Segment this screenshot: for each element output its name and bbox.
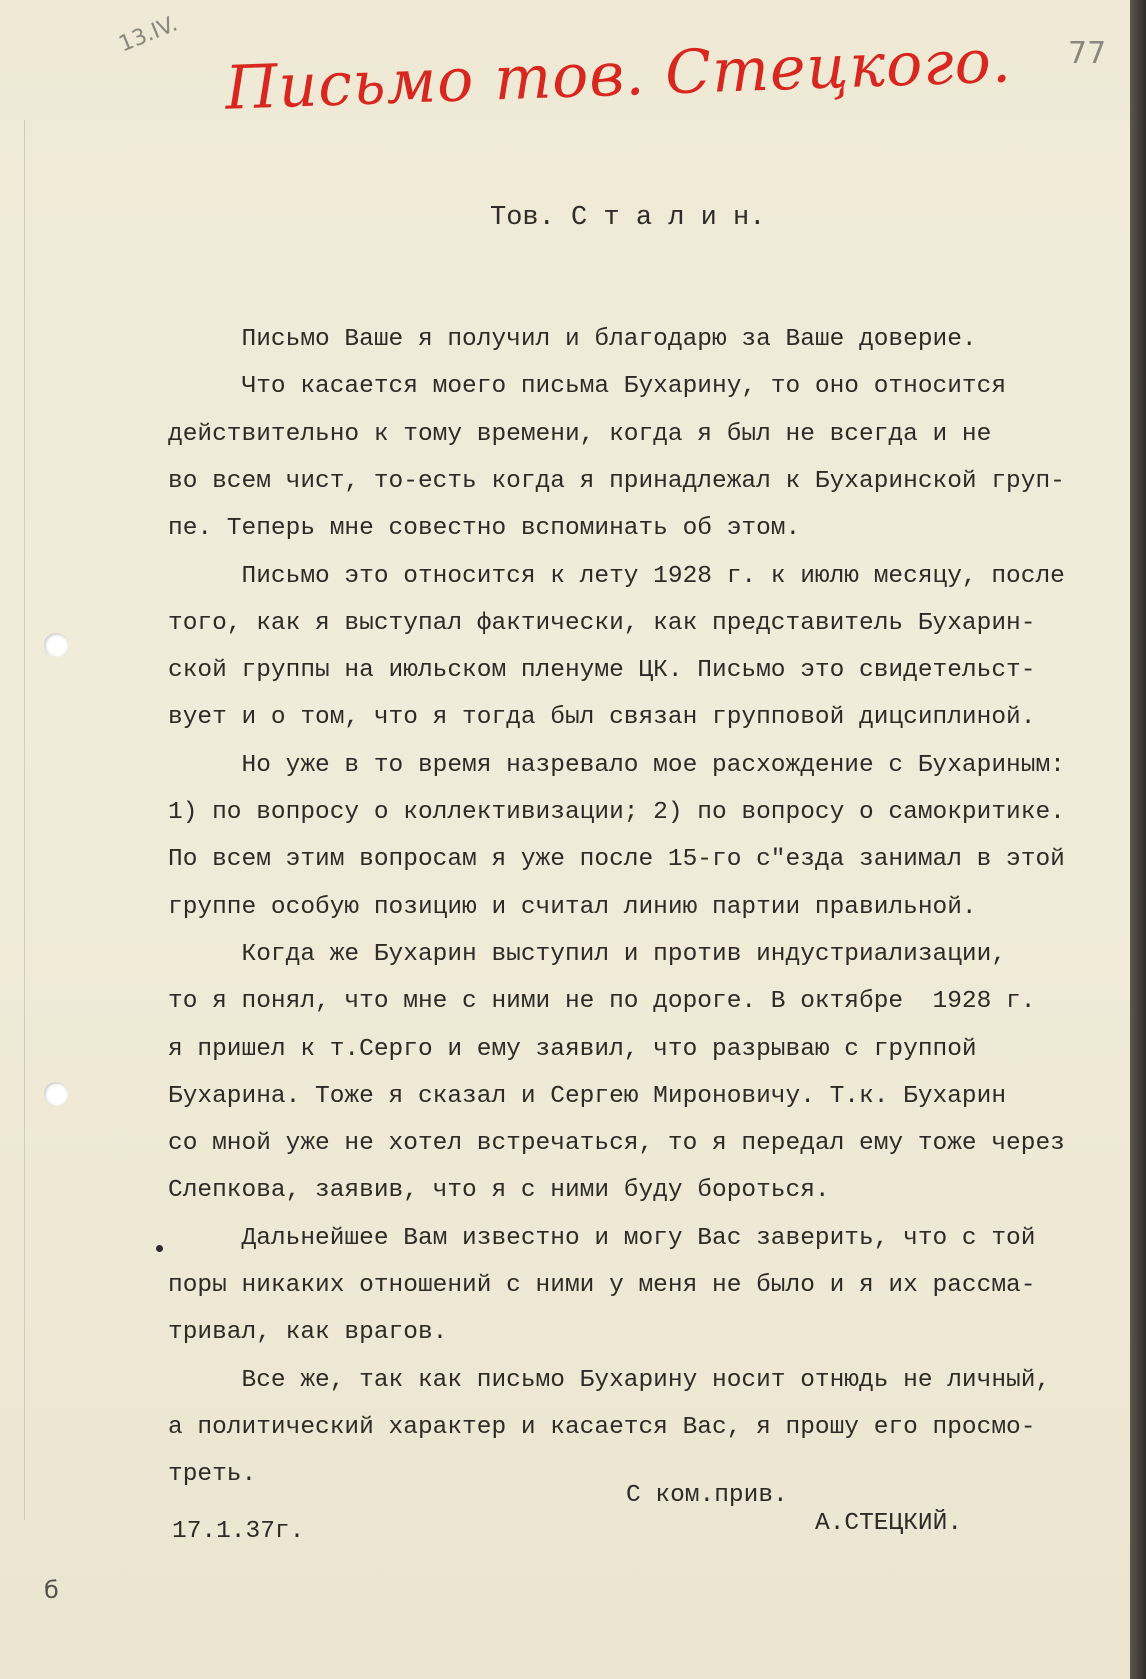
letter-line: ской группы на июльском пленуме ЦК. Письмо это свидетельст- xyxy=(168,657,1036,685)
ink-dot xyxy=(156,1245,163,1252)
letter-line: Письмо Ваше я получил и благодарю за Ваше доверие. xyxy=(168,326,977,353)
letter-line: Все же, так как письмо Бухарину носит отнюдь не личный, xyxy=(168,1366,1051,1394)
letter-line: Слепкова, заявив, что я с ними буду бороться. xyxy=(168,1177,830,1205)
letter-date: 17.1.37г. xyxy=(172,1518,305,1545)
letter-line: то я понял, что мне с ними не по дороге. В октябре 1928 г. xyxy=(168,988,1036,1016)
letter-line: Что касается моего письма Бухарину, то оно относится xyxy=(168,373,1007,401)
letter-line: группе особую позицию и считал линию партии правильной. xyxy=(168,893,977,921)
handwritten-title: Письмо тов. Стецкого. xyxy=(224,26,1013,124)
letter-line: действительно к тому времени, когда я был не всегда и не xyxy=(168,420,992,448)
letter-line: со мной уже не хотел встречаться, то я передал ему тоже через xyxy=(168,1130,1065,1158)
letter-line: тривал, как врагов. xyxy=(168,1319,448,1347)
signature: А.СТЕЦКИЙ. xyxy=(815,1510,963,1537)
letter-line: Но уже в то время назревало мое расхождение с Бухариным: xyxy=(168,751,1065,779)
letter-line: Когда же Бухарин выступил и против индустриализации, xyxy=(168,940,1007,968)
letter-line: 1) по вопросу о коллективизации; 2) по вопросу о самокритике. xyxy=(168,799,1065,826)
letter-line: пе. Теперь мне совестно вспоминать об этом. xyxy=(168,515,801,543)
punch-hole xyxy=(44,633,68,657)
letter-line: я пришел к т.Серго и ему заявил, что разрываю с группой xyxy=(168,1035,977,1063)
corner-pencil-mark: б xyxy=(44,1576,59,1604)
letter-line: треть. xyxy=(168,1461,257,1489)
letter-line: Дальнейшее Вам известно и могу Вас заверить, что с той xyxy=(168,1224,1036,1252)
letter-line: во всем чист, то-есть когда я принадлежал к Бухаринской груп- xyxy=(168,467,1065,495)
letter-line: Письмо это относится к лету 1928 г. к июлю месяцу, после xyxy=(168,562,1065,590)
letter-line: По всем этим вопросам я уже после 15-го с"езда занимал в этой xyxy=(168,846,1065,874)
page-number: 77 xyxy=(1068,36,1107,71)
pencil-date-note: 13.IV. xyxy=(115,11,182,58)
letter-line: вует и о том, что я тогда был связан групповой дицсиплиной. xyxy=(168,704,1036,732)
addressee: Тов. С т а л и н. xyxy=(490,203,766,233)
sign-off: С ком.прив. xyxy=(626,1482,788,1509)
page-shadow-edge xyxy=(1130,0,1146,1679)
punch-hole xyxy=(44,1082,68,1106)
letter-line: поры никаких отношений с ними у меня не было и я их рассма- xyxy=(168,1272,1036,1299)
page-edge-line xyxy=(24,120,25,1520)
letter-line: а политический характер и касается Вас, я прошу его просмо- xyxy=(168,1413,1036,1441)
letter-line: того, как я выступал фактически, как представитель Бухарин- xyxy=(168,609,1036,637)
letter-line: Бухарина. Тоже я сказал и Сергею Мироновичу. Т.к. Бухарин xyxy=(168,1082,1007,1110)
